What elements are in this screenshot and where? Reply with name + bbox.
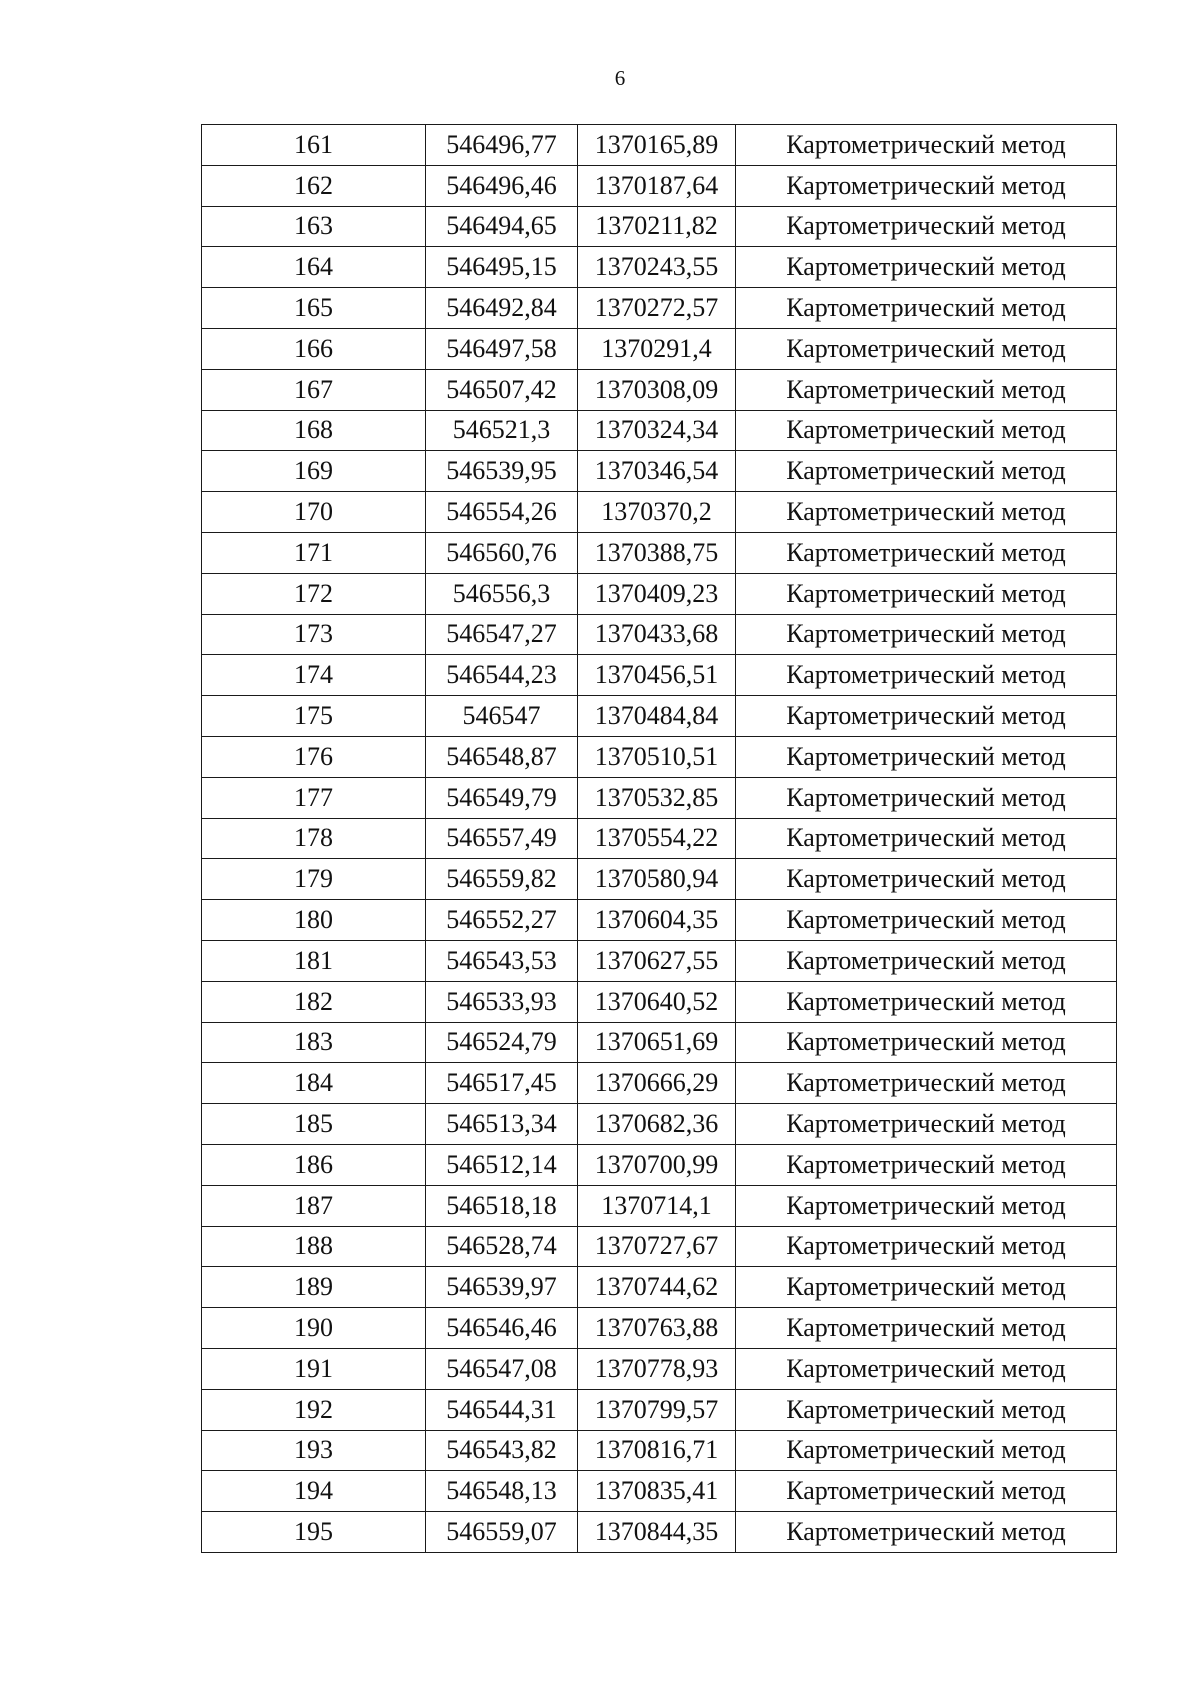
x-coordinate-cell: 546543,82 xyxy=(426,1430,578,1471)
x-coordinate-cell: 546544,31 xyxy=(426,1389,578,1430)
method-cell: Картометрический метод xyxy=(736,655,1117,696)
y-coordinate-cell: 1370165,89 xyxy=(578,125,736,166)
method-cell: Картометрический метод xyxy=(736,492,1117,533)
x-coordinate-cell: 546543,53 xyxy=(426,940,578,981)
y-coordinate-cell: 1370778,93 xyxy=(578,1348,736,1389)
x-coordinate-cell: 546548,13 xyxy=(426,1471,578,1512)
point-number-cell: 173 xyxy=(202,614,426,655)
method-cell: Картометрический метод xyxy=(736,859,1117,900)
table-row xyxy=(202,655,1117,696)
method-cell: Картометрический метод xyxy=(736,818,1117,859)
table-row xyxy=(202,1144,1117,1185)
y-coordinate-cell: 1370744,62 xyxy=(578,1267,736,1308)
table-row xyxy=(202,1104,1117,1145)
table-row xyxy=(202,288,1117,329)
point-number-cell: 186 xyxy=(202,1144,426,1185)
y-coordinate-cell: 1370532,85 xyxy=(578,777,736,818)
method-cell: Картометрический метод xyxy=(736,1389,1117,1430)
table-row xyxy=(202,410,1117,451)
point-number-cell: 177 xyxy=(202,777,426,818)
method-cell: Картометрический метод xyxy=(736,1348,1117,1389)
x-coordinate-cell: 546496,77 xyxy=(426,125,578,166)
x-coordinate-cell: 546548,87 xyxy=(426,736,578,777)
table-row xyxy=(202,492,1117,533)
method-cell: Картометрический метод xyxy=(736,125,1117,166)
y-coordinate-cell: 1370243,55 xyxy=(578,247,736,288)
table-row xyxy=(202,777,1117,818)
method-cell: Картометрический метод xyxy=(736,1022,1117,1063)
table-row xyxy=(202,165,1117,206)
x-coordinate-cell: 546544,23 xyxy=(426,655,578,696)
x-coordinate-cell: 546547,08 xyxy=(426,1348,578,1389)
x-coordinate-cell: 546552,27 xyxy=(426,900,578,941)
y-coordinate-cell: 1370433,68 xyxy=(578,614,736,655)
x-coordinate-cell: 546546,46 xyxy=(426,1308,578,1349)
table-row xyxy=(202,614,1117,655)
point-number-cell: 179 xyxy=(202,859,426,900)
method-cell: Картометрический метод xyxy=(736,532,1117,573)
x-coordinate-cell: 546539,95 xyxy=(426,451,578,492)
point-number-cell: 188 xyxy=(202,1226,426,1267)
point-number-cell: 189 xyxy=(202,1267,426,1308)
x-coordinate-cell: 546547 xyxy=(426,696,578,737)
y-coordinate-cell: 1370272,57 xyxy=(578,288,736,329)
x-coordinate-cell: 546547,27 xyxy=(426,614,578,655)
x-coordinate-cell: 546496,46 xyxy=(426,165,578,206)
y-coordinate-cell: 1370456,51 xyxy=(578,655,736,696)
x-coordinate-cell: 546557,49 xyxy=(426,818,578,859)
page-number: 6 xyxy=(614,66,626,90)
y-coordinate-cell: 1370604,35 xyxy=(578,900,736,941)
point-number-cell: 164 xyxy=(202,247,426,288)
x-coordinate-cell: 546517,45 xyxy=(426,1063,578,1104)
table-row xyxy=(202,900,1117,941)
coordinates-table-body xyxy=(202,125,1117,1553)
method-cell: Картометрический метод xyxy=(736,451,1117,492)
point-number-cell: 192 xyxy=(202,1389,426,1430)
method-cell: Картометрический метод xyxy=(736,614,1117,655)
point-number-cell: 191 xyxy=(202,1348,426,1389)
table-row xyxy=(202,940,1117,981)
table-row xyxy=(202,532,1117,573)
y-coordinate-cell: 1370346,54 xyxy=(578,451,736,492)
method-cell: Картометрический метод xyxy=(736,247,1117,288)
x-coordinate-cell: 546507,42 xyxy=(426,369,578,410)
x-coordinate-cell: 546494,65 xyxy=(426,206,578,247)
method-cell: Картометрический метод xyxy=(736,900,1117,941)
table-row xyxy=(202,369,1117,410)
table-row xyxy=(202,1512,1117,1553)
point-number-cell: 195 xyxy=(202,1512,426,1553)
method-cell: Картометрический метод xyxy=(736,1308,1117,1349)
x-coordinate-cell: 546556,3 xyxy=(426,573,578,614)
point-number-cell: 166 xyxy=(202,328,426,369)
y-coordinate-cell: 1370211,82 xyxy=(578,206,736,247)
x-coordinate-cell: 546495,15 xyxy=(426,247,578,288)
table-row xyxy=(202,1226,1117,1267)
point-number-cell: 193 xyxy=(202,1430,426,1471)
y-coordinate-cell: 1370816,71 xyxy=(578,1430,736,1471)
method-cell: Картометрический метод xyxy=(736,736,1117,777)
point-number-cell: 176 xyxy=(202,736,426,777)
point-number-cell: 161 xyxy=(202,125,426,166)
method-cell: Картометрический метод xyxy=(736,1144,1117,1185)
method-cell: Картометрический метод xyxy=(736,981,1117,1022)
x-coordinate-cell: 546559,07 xyxy=(426,1512,578,1553)
table-row xyxy=(202,451,1117,492)
table-row xyxy=(202,1389,1117,1430)
y-coordinate-cell: 1370580,94 xyxy=(578,859,736,900)
x-coordinate-cell: 546559,82 xyxy=(426,859,578,900)
y-coordinate-cell: 1370763,88 xyxy=(578,1308,736,1349)
y-coordinate-cell: 1370510,51 xyxy=(578,736,736,777)
coordinates-table xyxy=(201,124,1117,1553)
point-number-cell: 181 xyxy=(202,940,426,981)
x-coordinate-cell: 546492,84 xyxy=(426,288,578,329)
point-number-cell: 182 xyxy=(202,981,426,1022)
point-number-cell: 165 xyxy=(202,288,426,329)
table-row xyxy=(202,125,1117,166)
point-number-cell: 163 xyxy=(202,206,426,247)
table-row xyxy=(202,1267,1117,1308)
point-number-cell: 175 xyxy=(202,696,426,737)
method-cell: Картометрический метод xyxy=(736,288,1117,329)
y-coordinate-cell: 1370835,41 xyxy=(578,1471,736,1512)
point-number-cell: 180 xyxy=(202,900,426,941)
table-row xyxy=(202,859,1117,900)
x-coordinate-cell: 546528,74 xyxy=(426,1226,578,1267)
x-coordinate-cell: 546533,93 xyxy=(426,981,578,1022)
method-cell: Картометрический метод xyxy=(736,777,1117,818)
point-number-cell: 170 xyxy=(202,492,426,533)
table-row xyxy=(202,1063,1117,1104)
table-row xyxy=(202,1022,1117,1063)
method-cell: Картометрический метод xyxy=(736,369,1117,410)
point-number-cell: 171 xyxy=(202,532,426,573)
y-coordinate-cell: 1370291,4 xyxy=(578,328,736,369)
method-cell: Картометрический метод xyxy=(736,1267,1117,1308)
point-number-cell: 168 xyxy=(202,410,426,451)
point-number-cell: 178 xyxy=(202,818,426,859)
table-row xyxy=(202,981,1117,1022)
x-coordinate-cell: 546549,79 xyxy=(426,777,578,818)
method-cell: Картометрический метод xyxy=(736,410,1117,451)
table-row xyxy=(202,1348,1117,1389)
x-coordinate-cell: 546512,14 xyxy=(426,1144,578,1185)
y-coordinate-cell: 1370554,22 xyxy=(578,818,736,859)
x-coordinate-cell: 546554,26 xyxy=(426,492,578,533)
point-number-cell: 162 xyxy=(202,165,426,206)
y-coordinate-cell: 1370651,69 xyxy=(578,1022,736,1063)
method-cell: Картометрический метод xyxy=(736,696,1117,737)
y-coordinate-cell: 1370308,09 xyxy=(578,369,736,410)
y-coordinate-cell: 1370370,2 xyxy=(578,492,736,533)
table-row xyxy=(202,696,1117,737)
method-cell: Картометрический метод xyxy=(736,1104,1117,1145)
table-row xyxy=(202,736,1117,777)
method-cell: Картометрический метод xyxy=(736,1063,1117,1104)
point-number-cell: 172 xyxy=(202,573,426,614)
point-number-cell: 184 xyxy=(202,1063,426,1104)
y-coordinate-cell: 1370484,84 xyxy=(578,696,736,737)
x-coordinate-cell: 546497,58 xyxy=(426,328,578,369)
point-number-cell: 167 xyxy=(202,369,426,410)
y-coordinate-cell: 1370627,55 xyxy=(578,940,736,981)
method-cell: Картометрический метод xyxy=(736,1430,1117,1471)
point-number-cell: 194 xyxy=(202,1471,426,1512)
table-row xyxy=(202,1471,1117,1512)
point-number-cell: 185 xyxy=(202,1104,426,1145)
method-cell: Картометрический метод xyxy=(736,1471,1117,1512)
x-coordinate-cell: 546521,3 xyxy=(426,410,578,451)
x-coordinate-cell: 546560,76 xyxy=(426,532,578,573)
x-coordinate-cell: 546524,79 xyxy=(426,1022,578,1063)
y-coordinate-cell: 1370727,67 xyxy=(578,1226,736,1267)
y-coordinate-cell: 1370640,52 xyxy=(578,981,736,1022)
table-row xyxy=(202,818,1117,859)
method-cell: Картометрический метод xyxy=(736,1512,1117,1553)
table-row xyxy=(202,1430,1117,1471)
method-cell: Картометрический метод xyxy=(736,1185,1117,1226)
point-number-cell: 183 xyxy=(202,1022,426,1063)
method-cell: Картометрический метод xyxy=(736,206,1117,247)
method-cell: Картометрический метод xyxy=(736,165,1117,206)
table-row xyxy=(202,328,1117,369)
method-cell: Картометрический метод xyxy=(736,328,1117,369)
y-coordinate-cell: 1370700,99 xyxy=(578,1144,736,1185)
y-coordinate-cell: 1370799,57 xyxy=(578,1389,736,1430)
table-row xyxy=(202,573,1117,614)
method-cell: Картометрический метод xyxy=(736,573,1117,614)
y-coordinate-cell: 1370187,64 xyxy=(578,165,736,206)
x-coordinate-cell: 546539,97 xyxy=(426,1267,578,1308)
y-coordinate-cell: 1370324,34 xyxy=(578,410,736,451)
y-coordinate-cell: 1370409,23 xyxy=(578,573,736,614)
table-row xyxy=(202,206,1117,247)
table-row xyxy=(202,1308,1117,1349)
x-coordinate-cell: 546518,18 xyxy=(426,1185,578,1226)
y-coordinate-cell: 1370714,1 xyxy=(578,1185,736,1226)
table-row xyxy=(202,247,1117,288)
method-cell: Картометрический метод xyxy=(736,1226,1117,1267)
x-coordinate-cell: 546513,34 xyxy=(426,1104,578,1145)
y-coordinate-cell: 1370844,35 xyxy=(578,1512,736,1553)
y-coordinate-cell: 1370666,29 xyxy=(578,1063,736,1104)
table-row xyxy=(202,1185,1117,1226)
method-cell: Картометрический метод xyxy=(736,940,1117,981)
y-coordinate-cell: 1370682,36 xyxy=(578,1104,736,1145)
point-number-cell: 190 xyxy=(202,1308,426,1349)
point-number-cell: 169 xyxy=(202,451,426,492)
point-number-cell: 174 xyxy=(202,655,426,696)
y-coordinate-cell: 1370388,75 xyxy=(578,532,736,573)
point-number-cell: 187 xyxy=(202,1185,426,1226)
